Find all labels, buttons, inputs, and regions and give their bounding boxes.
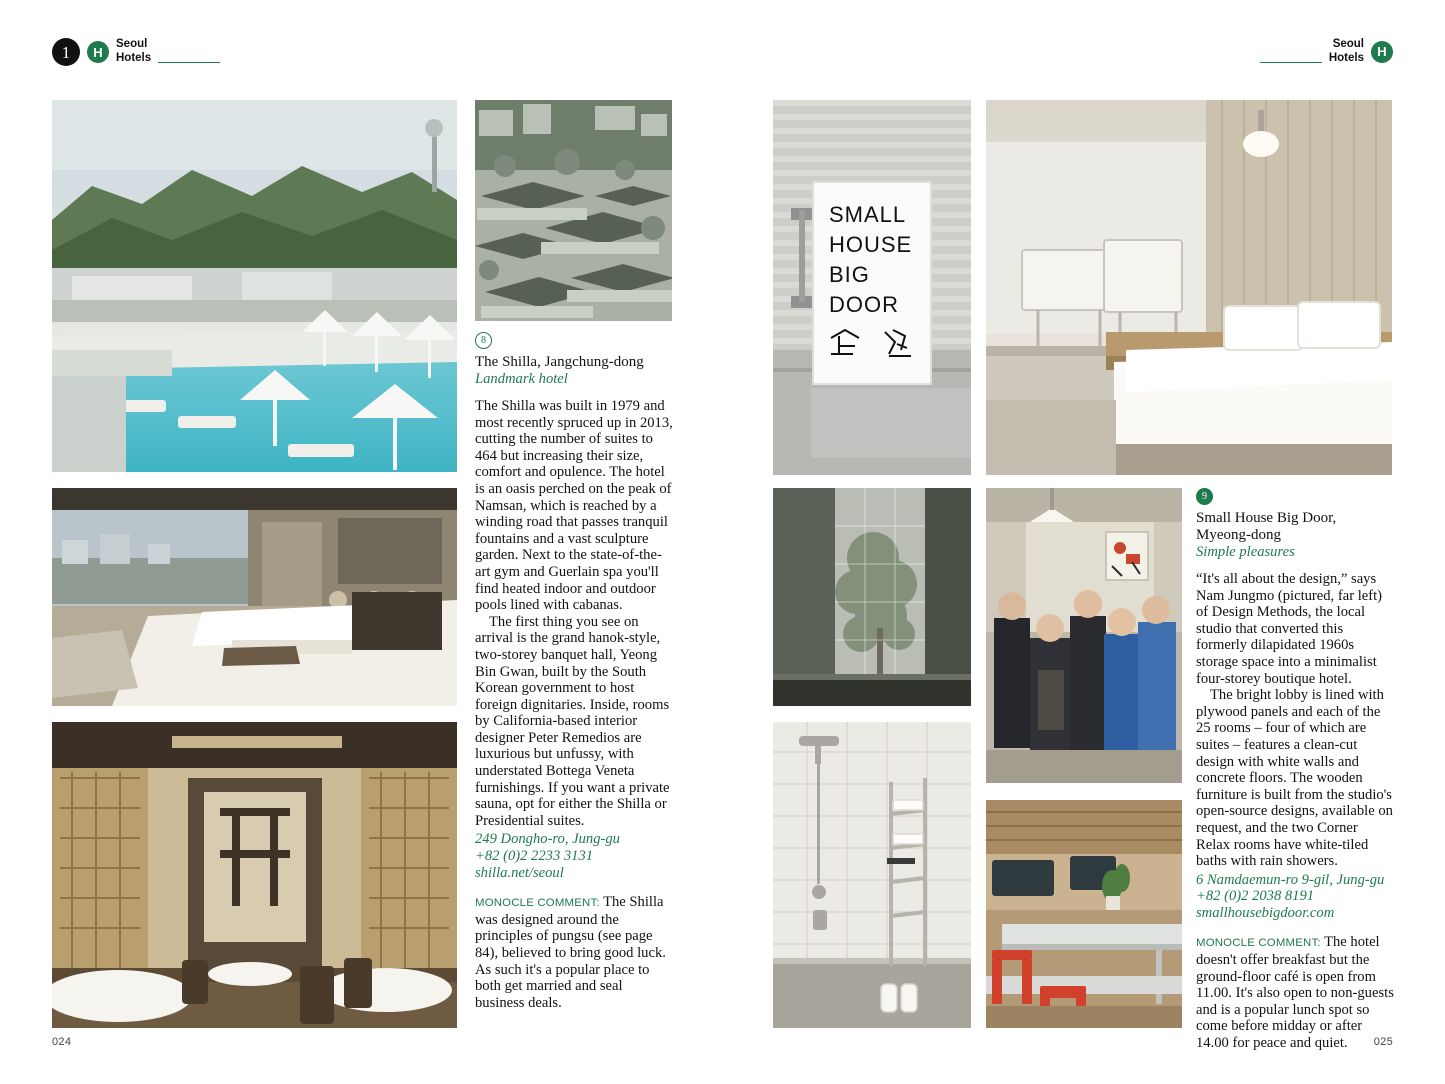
entry-9-paragraph-1: “It's all about the design,” says Nam Jungmo (pictured, far left) of Design Methods, the local studio that converted this formerly dilapidated 1960s storage space into a minimalist four-storey boutique hotel. [1196,571,1383,687]
chapter-number-badge: 1 [52,38,80,66]
entry-number-badge-8: 8 [475,332,492,349]
entry-8-comment-text: The Shilla was designed around the principles of pungsu (see page 84), believed to bring good luck. As such it's a popular place to both get married and seal business deals. [475,894,666,1011]
design-methods-team-photo [986,488,1182,783]
entry-8-contact [475,831,675,881]
running-head-text-right [1329,38,1364,66]
section-badge-hotels: H [87,41,109,63]
design-methods-team-graphic [986,488,1182,783]
aerial-hanok-rooftops-graphic [475,100,672,321]
entry-9-title-line1: Small House Big Door, [1196,510,1337,526]
entry-9-address: 6 Namdaemun-ro 9-gil, Jung-gu [1196,871,1385,888]
page-gutter [722,0,723,1084]
banquet-hall-interior-photo [52,722,457,1028]
running-head-left [52,38,220,66]
entry-8-paragraph-1: The Shilla was built in 1979 and most recently spruced up in 2013, cutting the number of suites to 464 but increasing their size, comfort and opulence. The hotel is an oasis perched on the peak of Namsan, which is reached by a winding road that passes tranquil fountains and a vast sculpture garden. Next to the state-of-the-art gym and Guerlain spa you'll find heated indoor and outdoor pools lined with cabanas. [475,398,673,614]
entry-9-phone: +82 (0)2 2038 8191 [1196,888,1315,905]
entry-8-paragraph-2: The first thing you see on arrival is the grand hanok-style, two-storey banquet hall, Yeong Bin Gwan, built by the South Korean government to host foreign dignitaries. Inside, rooms by California-based interior designer Peter Remedios are luxurious but unfussy, with understated Bottega Veneta furnishings. If you want a private sauna, opt for either the Shilla or Presidential suites. [475,613,670,829]
hotel-pool-terrace-graphic [52,100,457,472]
entry-9-contact [1196,872,1394,922]
banquet-hall-interior-graphic [52,722,457,1028]
entry-9-website[interactable]: smallhousebigdoor.com [1196,904,1335,921]
entry-9-comment-label: MONOCLE COMMENT: [1196,937,1321,950]
entry-8-monocle-comment [475,894,675,1011]
running-head-rule [158,62,220,63]
running-head-line1: Seoul [116,38,148,51]
entry-8-address: 249 Dongho-ro, Jung-gu [475,831,620,848]
entry-8-phone: +82 (0)2 2233 3131 [475,848,594,865]
folio-left: 024 [52,1036,72,1048]
tiled-mural-partition-graphic [773,488,971,706]
entry-8-subtitle: Landmark hotel [475,371,568,387]
running-head-line2: Hotels [116,52,152,64]
entry-8-body [475,398,675,1011]
cafe-tables-photo [986,800,1182,1028]
svg-text:BIG: BIG [829,262,870,287]
minimal-bedroom-photo [986,100,1392,475]
running-head-right-line2: Hotels [1328,51,1364,64]
entry-9-column [1196,488,1394,1052]
tiled-mural-partition-photo [773,488,971,706]
hotel-pool-terrace-photo [52,100,457,472]
minimal-bedroom-graphic [986,100,1392,475]
running-head-right [1260,38,1393,66]
entry-8-column [475,332,675,1011]
folio-right: 025 [1373,1036,1393,1048]
entry-9-title-line2: Myeong-dong [1196,527,1281,543]
bathroom-shower-photo [773,722,971,1028]
entry-9-subtitle: Simple pleasures [1196,544,1295,560]
hotel-guestroom-photo [52,488,457,706]
small-house-big-door-sign-photo [773,100,971,475]
svg-text:HOUSE: HOUSE [829,232,913,257]
hotel-guestroom-graphic [52,488,457,706]
entry-9-paragraph-2: The bright lobby is lined with plywood panels and each of the 25 rooms – four of which are suites – features a clean-cut design with white walls and concrete floors. The wooden furniture is built from the studio's open-source designs, available on request, and the two Corner Relax rooms have white-tiled baths with rain showers. [1196,687,1393,870]
entry-9-comment-text: The hotel doesn't offer breakfast but the ground-floor café is open from 11.00. It's also open to non-guests and is a popular lunch spot so come before midday or after 14.00 for peace and quiet. [1196,934,1394,1052]
svg-text:SMALL: SMALL [829,202,907,227]
entry-8-comment-label: MONOCLE COMMENT: [475,897,600,910]
entry-8-website[interactable]: shilla.net/seoul [475,864,564,881]
entry-8-title: The Shilla, Jangchung-dong [475,354,644,370]
entry-9-body [1196,571,1394,1052]
entry-9-monocle-comment [1196,934,1394,1051]
svg-text:DOOR: DOOR [829,292,899,317]
entry-number-badge-9: 9 [1196,488,1213,505]
running-head-text [116,38,151,66]
running-head-rule-right [1260,62,1322,63]
cafe-tables-graphic [986,800,1182,1028]
small-house-big-door-sign-graphic [773,100,971,475]
bathroom-shower-graphic [773,722,971,1028]
aerial-hanok-rooftops-photo [475,100,672,321]
section-badge-hotels-right: H [1371,41,1393,63]
running-head-right-line1: Seoul [1332,38,1364,50]
